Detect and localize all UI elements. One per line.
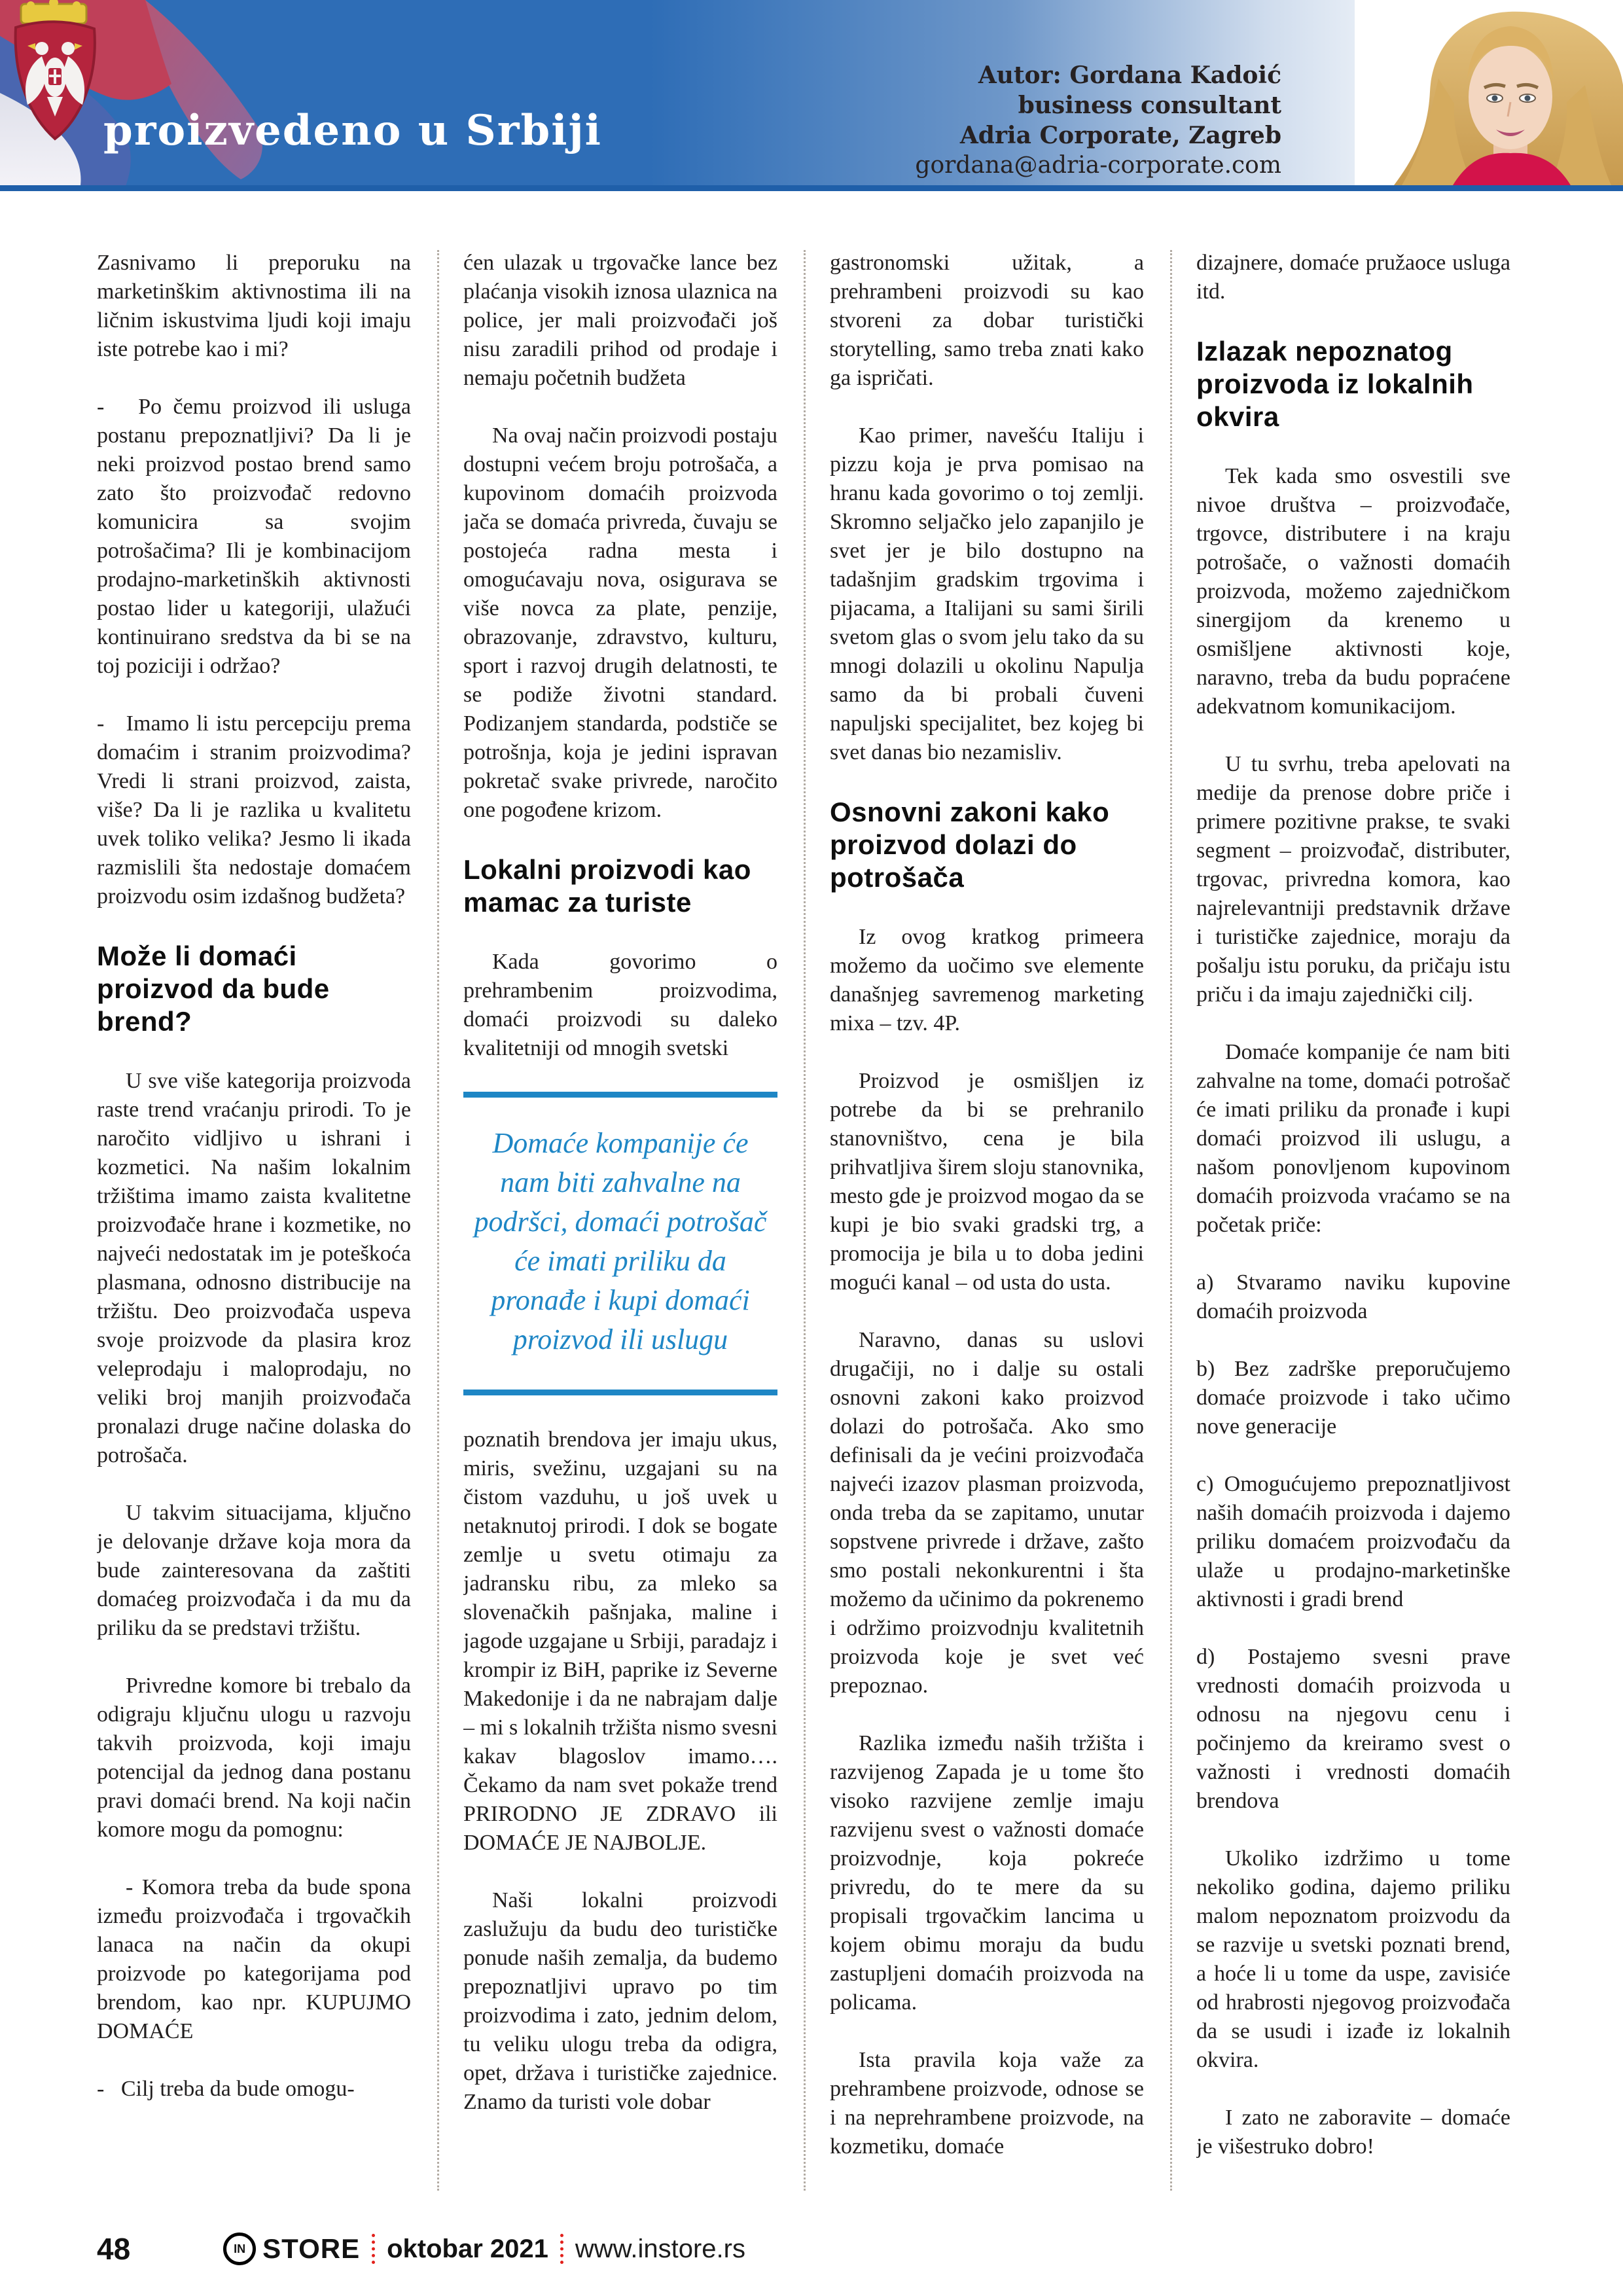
- paragraph: gastronomski užitak, a prehrambeni proizvodi su kao stvoreni za dobar turistički storytelling, samo treba znati kako ga ispričati.: [830, 251, 1144, 390]
- instore-logo-word: STORE: [262, 2233, 361, 2264]
- paragraph: Kao primer, navešću Italiju i pizzu koja je prva pomisao na hranu kada govorimo o toj zemlji. Skromno seljačko jelo zapanjilo je svet jer je bilo dostupno na tadašnjim gradskim trgovima i pijacama, a Italijani su sami širili svetom glas o svom jelu tako da su mnogi dolazili u okolinu Napulja samo da bi probali čuveni napuljski specijalitet, bez kojeg bi svet danas bio nezamisliv.: [830, 423, 1144, 764]
- page-header: [0, 0, 1623, 185]
- paragraph: ćen ulazak u trgovačke lance bez plaćanja visokih iznosa ulaznica na police, jer mali proizvođači još nisu zaradili prihod od prodaje i nemaju početnih budžeta: [463, 251, 777, 390]
- paragraph: U sve više kategorija proizvoda raste trend vraćanju prirodi. To je naročito vidljivo u ishrani i kozmetici. Na našim lokalnim tržištima imamo zaista kvalitetne proizvođače hrane i kozmetike, no najveći nedostatak im je poteškoća plasmana, odnosno distribucije na tržištu. Deo proizvođača uspeva svoje proizvode da plasira kroz veleprodaju i maloprodaju, no veliki broj manjih proizvođača pronalazi druge načine dolaska do potrošača.: [97, 1069, 411, 1467]
- paragraph: dizajnere, domaće pružaoce usluga itd.: [1196, 251, 1510, 304]
- author-photo: [1355, 0, 1623, 185]
- author-block: [915, 60, 1281, 181]
- paragraph: Naši lokalni proizvodi zaslužuju da budu deo turističke ponude naših zemalja, da budemo prepoznatljivi upravo po tim proizvodima i zato, jednim delom, tu veliku ulogu treba da odigra, opet, država i turističke zajednice. Znamo da turisti vole dobar: [463, 1888, 777, 2114]
- column-3: [830, 249, 1144, 2196]
- column-2: [463, 249, 777, 2196]
- author-company: Adria Corporate, Zagreb: [959, 122, 1281, 149]
- author-email: gordana@adria-corporate.com: [915, 152, 1281, 179]
- header-rule: [0, 185, 1623, 191]
- paragraph: Proizvod je osmišljen iz potrebe da bi se prehranilo stanovništvo, cena je bila prihvatljiva širem sloju stanovnika, mesto gde je proizvod mogao da se kupi je bio svaki gradski trg, a promocija je bila u to doba jedini mogući kanal – od usta do usta.: [830, 1069, 1144, 1295]
- column-divider: [437, 250, 439, 2191]
- issue-date: oktobar 2021: [387, 2234, 548, 2263]
- section-heading: Može li domaći proizvod da bude brend?: [97, 941, 330, 1037]
- paragraph: Iz ovog kratkog primeera možemo da uočimo sve elemente današnjeg savremenog marketing mixa – tzv. 4P.: [830, 925, 1144, 1035]
- paragraph: - Imamo li istu percepciju prema domaćim i stranim proizvodima? Vredi li strani proizvod, zaista, više? Da li je razlika u kvalitetu uvek toliko velika? Jesmo li ikada razmislili šta nedostaje domaćem proizvodu osim izdašnog budžeta?: [97, 711, 411, 908]
- column-divider: [804, 250, 806, 2191]
- paragraph: Ista pravila koja važe za prehrambene proizvode, odnose se i na neprehrambene proizvode, na kozmetiku, domaće: [830, 2048, 1144, 2159]
- column-1: [97, 249, 411, 2196]
- paragraph: Zasnivamo li preporuku na marketinškim aktivnostima ili na ličnim iskustvima ljudi koji imaju iste potrebe kao i mi?: [97, 251, 411, 361]
- paragraph: - Po čemu proizvod ili usluga postanu prepoznatljivi? Da li je neki proizvod postao brend samo zato što proizvođač redovno komunicira sa svojim potrošačima? Ili je kombinacijom prodajno-marketinških aktivnosti postao lider u kategoriji, ulažući kontinuirano sredstva da bi se na toj poziciji i održao?: [97, 395, 411, 678]
- paragraph: I zato ne zaboravite – domaće je višestruko dobro!: [1196, 2106, 1510, 2159]
- list-item: d) Postajemo svesni prave vrednosti domaćih proizvoda u odnosu na njegovu cenu i počinjemo da kreiramo svest o važnosti i vrednosti domaćih brendova: [1196, 1645, 1510, 1813]
- page-footer: [97, 2224, 1537, 2274]
- column-4: [1196, 249, 1510, 2196]
- instore-circle-icon: IN: [223, 2233, 256, 2265]
- footer-divider-icon: [372, 2234, 375, 2264]
- list-item: c) Omogućujemo prepoznatljivost naših domaćih proizvoda i dajemo priliku domaćem proizvođaču da ulaže u prodajno-marketinške aktivnosti i gradi brend: [1196, 1472, 1510, 1611]
- pull-quote: Domaće kompanije će nam biti zahvalne na podršci, domaći potrošač će imati priliku da pronađe i kupi domaći proizvod ili uslugu: [463, 1092, 777, 1395]
- paragraph: poznatih brendova jer imaju ukus, miris, svežinu, uzgajani su na čistom vazduhu, u još uvek u netaknutoj prirodi. I dok se bogate zemlje u svetu otimaju za jadransku ribu, za mleko sa slovenačkih pašnjaka, maline i jagode uzgajane u Srbiji, paradajz i krompir iz BiH, paprike iz Severne Makedonije i da ne nabrajam dalje – mi s lokalnih tržišta nismo svesni kakav blagoslov imamo…. Čekamo da nam svet pokaže trend PRIRODNO JE ZDRAVO ili DOMAĆE JE NAJBOLJE.: [463, 1427, 777, 1855]
- paragraph: Domaće kompanije će nam biti zahvalne na tome, domaći potrošač će imati priliku da pronađe i kupi domaći proizvod ili uslugu, a našom ponovljenom kupovinom domaćih proizvoda vraćamo se na početak priče:: [1196, 1040, 1510, 1237]
- author-role: business consultant: [1018, 92, 1281, 119]
- footer-divider-icon: [560, 2234, 563, 2264]
- paragraph: Privredne komore bi trebalo da odigraju ključnu ulogu u razvoju takvih proizvoda, koji imaju potencijal da jednog dana postanu pravi domaći brend. Na koji način komore mogu da pomognu:: [97, 1674, 411, 1842]
- list-item: b) Bez zadrške preporučujemo domaće proizvode i tako učimo nove generacije: [1196, 1357, 1510, 1439]
- section-heading: Izlazak nepoznatog proizvoda iz lokalnih okvira: [1196, 336, 1474, 432]
- list-item: a) Stvaramo naviku kupovine domaćih proizvoda: [1196, 1270, 1510, 1323]
- paragraph: Razlika između naših tržišta i razvijenog Zapada je u tome što visoko razvijene zemlje imaju razvijenu svest o važnosti domaće proizvodnje, koja pokreće privredu, do te mere da su propisali trgovačkim lancima u kojem obimu moraju da budu zastupljeni domaćih proizvoda na policama.: [830, 1731, 1144, 2015]
- paragraph: Naravno, danas su uslovi drugačiji, no i dalje su ostali osnovni zakoni kako proizvod dolazi do potrošača. Ako smo definisali da je većini proizvođača najveći izazov plasman proizvoda, onda treba da se zapitamo, unutar sopstvene privrede i države, zašto smo postali nekonkurentni i šta možemo da učinimo da pokrenemo i održimo proizvodnju kvalitetnih proizvoda koje je svet već prepoznao.: [830, 1328, 1144, 1698]
- paragraph: - Cilj treba da bude omogu-: [97, 2077, 355, 2101]
- paragraph: - Komora treba da bude spona između proizvođača i trgovačkih lanaca na način da okupi proizvode po kategorijama pod brendom, kao npr. KUPUJMO DOMAĆE: [97, 1875, 411, 2043]
- column-divider: [1170, 250, 1172, 2191]
- paragraph: U tu svrhu, treba apelovati na medije da prenose dobre priče i primere pozitivne prakse, te svaki segment – proizvođač, distributer, trgovac, privredna komora, kao najrelevantniji predstavnik države i turističke zajednice, moraju da pošalju istu poruku, da pričaju istu priču i da imaju zajednički cilj.: [1196, 752, 1510, 1007]
- author-name: Autor: Gordana Kadoić: [978, 62, 1281, 89]
- section-heading: Lokalni proizvodi kao mamac za turiste: [463, 854, 751, 918]
- paragraph: U takvim situacijama, ključno je delovanje države koja mora da bude zainteresovana da zaštiti domaćeg proizvođača i da mu da priliku da se predstavi tržištu.: [97, 1501, 411, 1640]
- instore-logo: [223, 2233, 360, 2265]
- website-url: www.instore.rs: [575, 2234, 745, 2263]
- paragraph: Ukoliko izdržimo u tome nekoliko godina, dajemo priliku malom nepoznatom proizvodu da se razvije u svetski poznati brend, a hoće li u tome da uspe, zavisiće od hrabrosti njegovog proizvođača da se usudi i izađe iz lokalnih okvira.: [1196, 1846, 1510, 2072]
- page-title: proizvedeno u Srbiji: [103, 106, 602, 155]
- paragraph: Na ovaj način proizvodi postaju dostupni većem broju potrošača, a kupovinom domaćih proizvoda jača se domaća privreda, čuvaju se postojeća radna mesta i omogućavaju nova, osigurava se više novca za plate, penzije, obrazovanje, zdravstvo, kulturu, sport i razvoj drugih delatnosti, te se podiže životni standard. Podizanjem standarda, podstiče se potrošnja, koja je jedini ispravan pokretač svake privrede, naročito one pogođene krizom.: [463, 423, 777, 822]
- serbia-flag-icon: [0, 0, 281, 190]
- page-number: 48: [97, 2232, 131, 2266]
- paragraph: Kada govorimo o prehrambenim proizvodima, domaći proizvodi su daleko kvalitetniji od mnogih svetski: [463, 950, 777, 1060]
- paragraph: Tek kada smo osvestili sve nivoe društva – proizvođače, trgovce, distributere i na kraju potrošače, o važnosti domaćih proizvoda, možemo zajedničkom sinergijom da krenemo u osmišljene aktivnosti koje, naravno, treba da budu popraćene adekvatnom komunikacijom.: [1196, 464, 1510, 719]
- section-heading: Osnovni zakoni kako proizvod dolazi do potrošača: [830, 797, 1110, 893]
